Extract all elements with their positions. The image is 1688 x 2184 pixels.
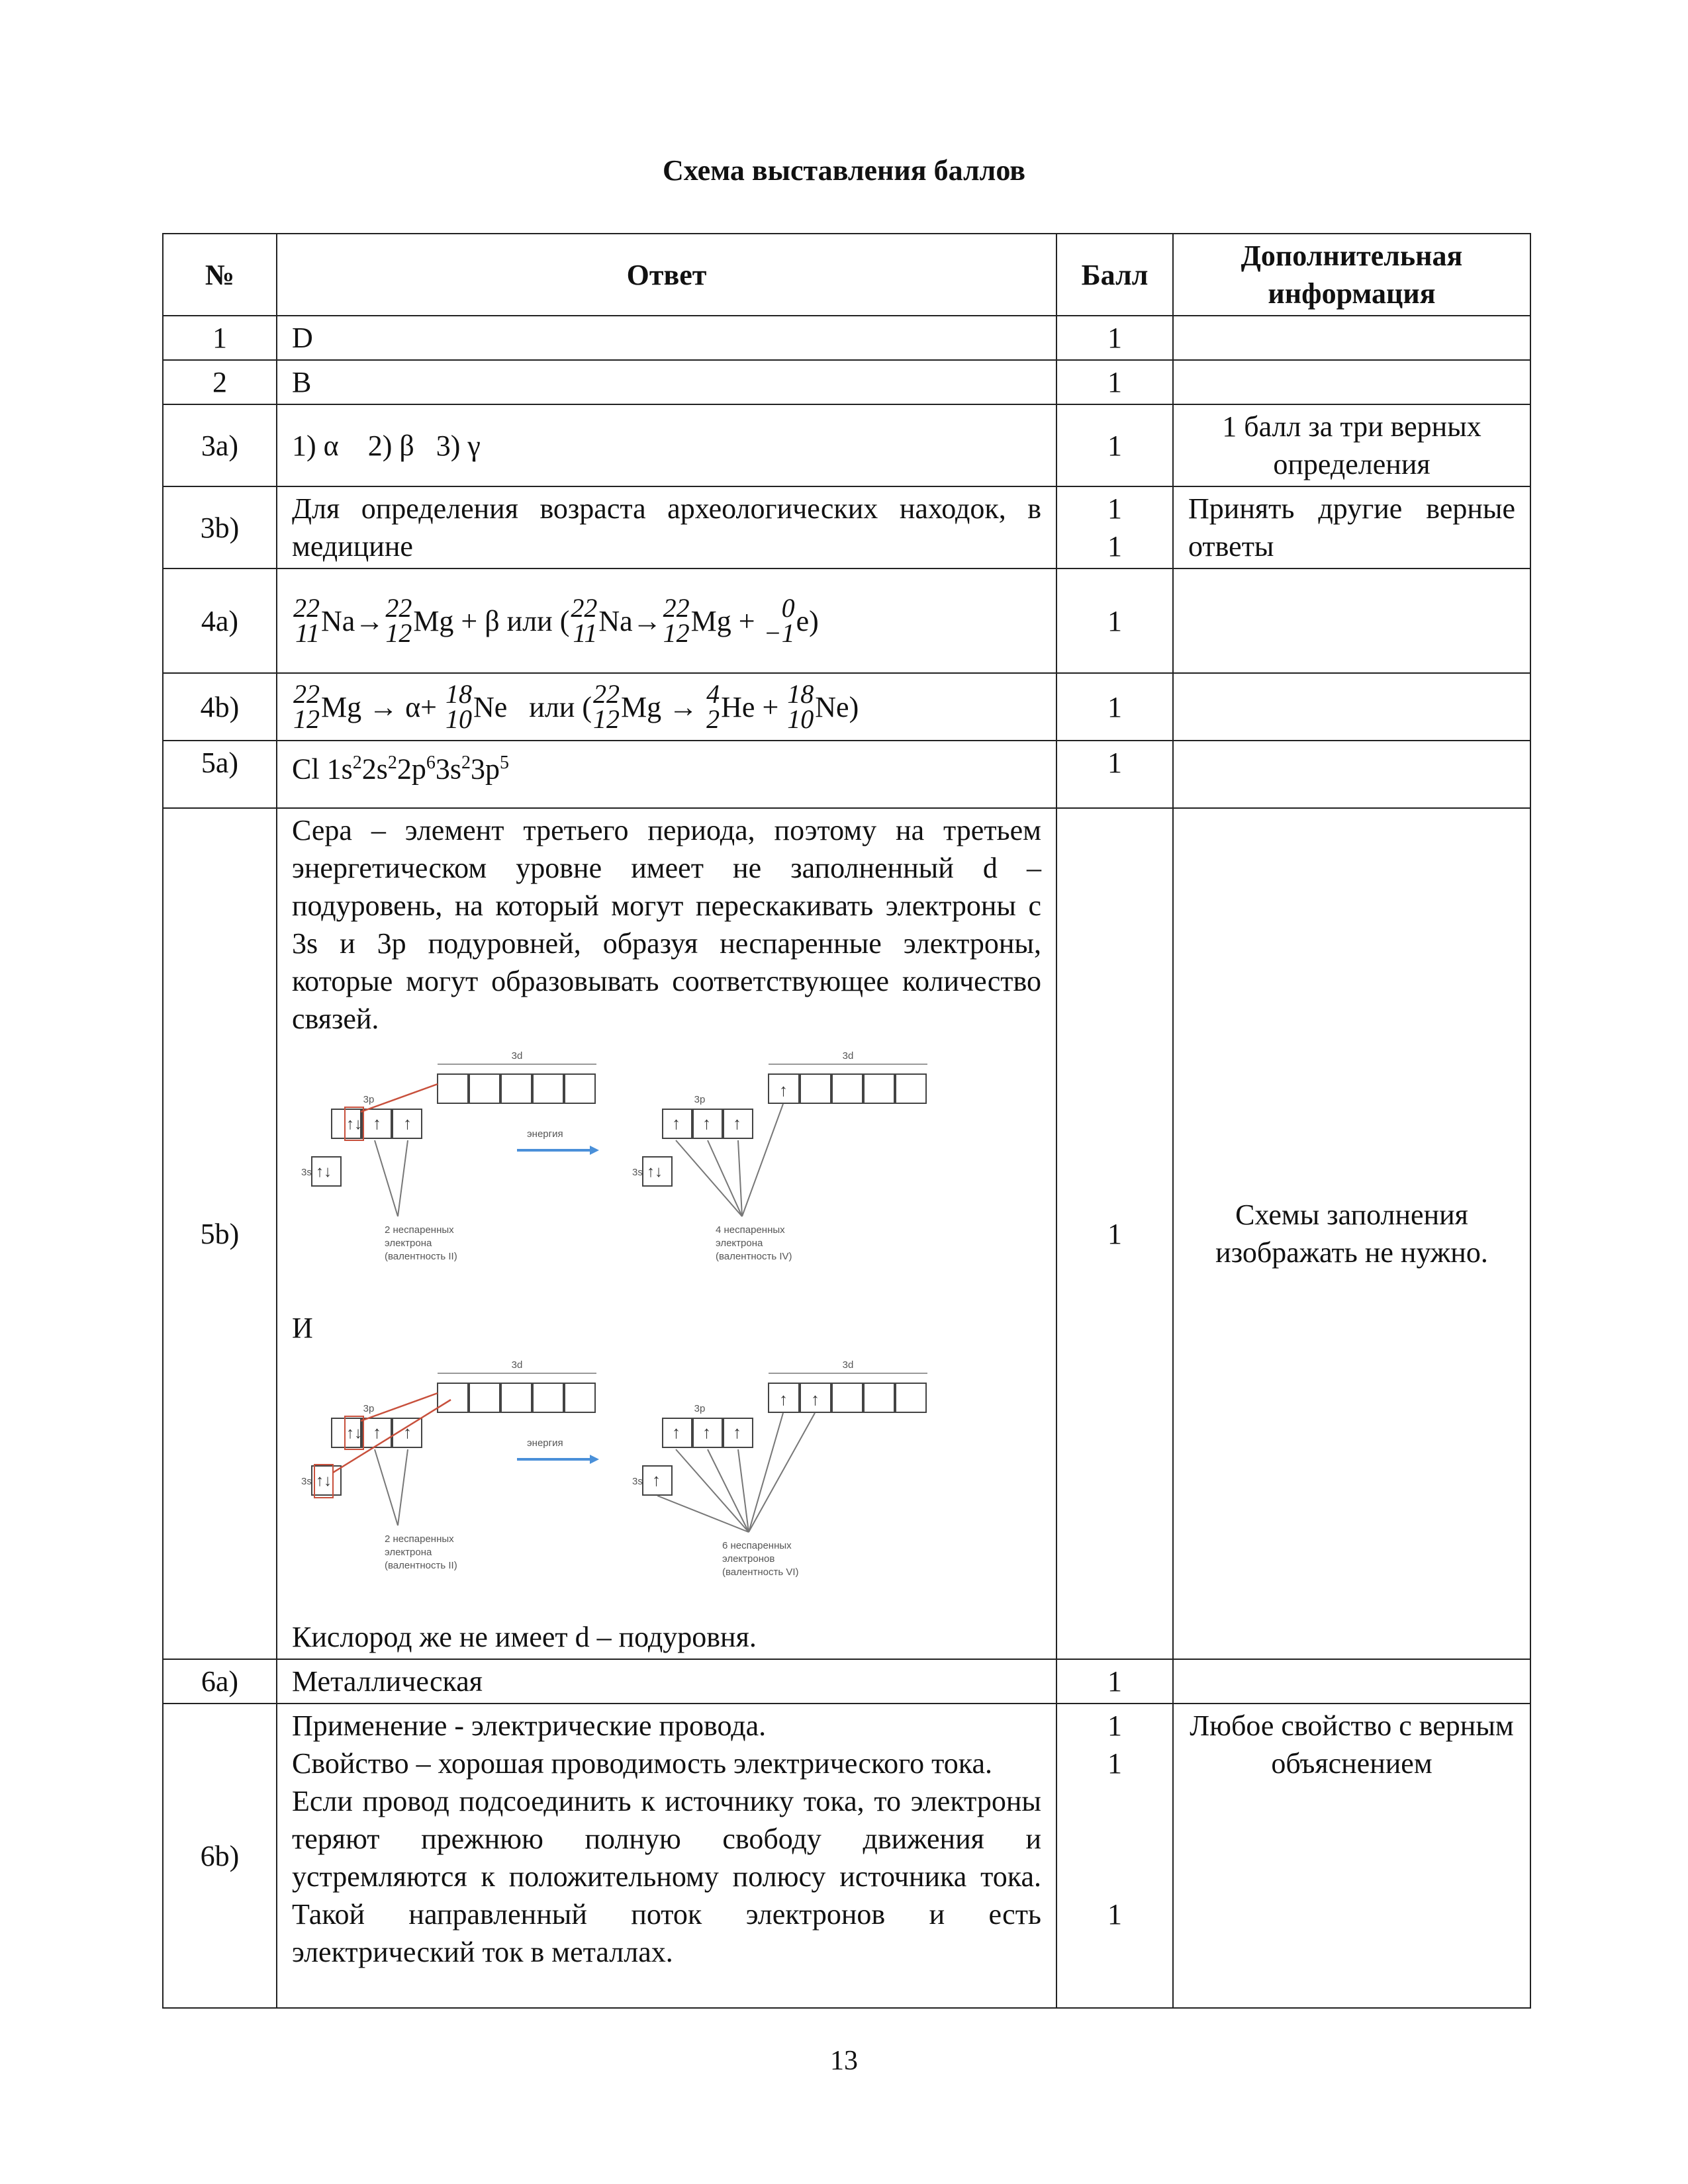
element: Ne или ( (473, 690, 592, 723)
table-row (163, 569, 1530, 673)
row-info: Принять другие верные ответы (1173, 486, 1530, 569)
row-points: 1 (1056, 1659, 1173, 1704)
answer-line: Свойство – хорошая проводимость электрического тока. (292, 1747, 992, 1780)
table-row (163, 316, 1530, 360)
points-value: 1 (1107, 492, 1122, 525)
element: Mg + (690, 604, 763, 637)
svg-text:(валентность VI): (валентность VI) (722, 1567, 799, 1578)
element: He + (721, 690, 786, 723)
points-value: 1 (1107, 1747, 1122, 1780)
svg-text:3s: 3s (632, 1476, 643, 1487)
svg-text:↑↓: ↑↓ (647, 1163, 663, 1181)
row-answer (277, 808, 1056, 1659)
isotope: 22 11 (293, 593, 320, 648)
element: e) (796, 604, 819, 637)
header-info: Дополнительная информация (1173, 234, 1530, 316)
row-info (1173, 673, 1530, 741)
svg-text:3s: 3s (632, 1167, 643, 1178)
row-num: 3a) (163, 404, 277, 486)
table-row (163, 486, 1530, 569)
row-answer (277, 1704, 1056, 2008)
svg-text:4 неспаренных: 4 неспаренных (716, 1224, 785, 1236)
svg-text:↑: ↑ (733, 1422, 741, 1442)
scoring-table (162, 233, 1531, 2009)
row-answer: 1) α 2) β 3) γ (277, 404, 1056, 486)
svg-text:↑: ↑ (811, 1389, 820, 1409)
svg-text:↑↓: ↑↓ (346, 1424, 362, 1442)
svg-text:↑: ↑ (672, 1422, 680, 1442)
svg-text:↑: ↑ (652, 1470, 661, 1490)
svg-text:(валентность II): (валентность II) (385, 1560, 457, 1571)
row-info (1173, 316, 1530, 360)
table-row (163, 673, 1530, 741)
svg-text:(валентность IV): (валентность IV) (716, 1251, 792, 1262)
svg-text:↑: ↑ (672, 1113, 680, 1133)
row-info (1173, 741, 1530, 808)
row-points: 1 (1056, 673, 1173, 741)
isotope: 22 11 (571, 593, 598, 648)
row-points: 1 (1056, 569, 1173, 673)
answer-tail: Кислород же не имеет d – подуровня. (292, 1621, 757, 1653)
isotope: 22 12 (593, 679, 620, 734)
row-info (1173, 569, 1530, 673)
isotope: 0 −1 (763, 593, 795, 648)
nuclear-equation (292, 679, 1041, 734)
table-row (163, 404, 1530, 486)
table-row (163, 741, 1530, 808)
svg-text:↑: ↑ (373, 1422, 381, 1442)
isotope: 18 10 (445, 679, 472, 734)
element: Mg → (621, 690, 706, 723)
electron-config: Cl $1s^22s^22p^63s^23p^5$ (277, 741, 1056, 808)
answer-line: Применение - электрические провода. (292, 1709, 767, 1742)
header-num: № (163, 234, 277, 316)
row-num: 6b) (163, 1704, 277, 2008)
svg-text:3p: 3p (694, 1094, 706, 1105)
element: Ne) (815, 690, 859, 723)
svg-text:3p: 3p (363, 1403, 375, 1414)
row-info: Схемы заполнения изображать не нужно. (1173, 808, 1530, 1659)
svg-text:↑: ↑ (779, 1389, 788, 1409)
table-row (163, 360, 1530, 404)
svg-text:↑: ↑ (733, 1113, 741, 1133)
points-value: 1 (1107, 1898, 1122, 1931)
svg-text:↑: ↑ (779, 1080, 788, 1100)
header-answer: Ответ (277, 234, 1056, 316)
table-row (163, 808, 1530, 1659)
isotope: 22 12 (663, 593, 690, 648)
svg-text:↑: ↑ (702, 1113, 711, 1133)
svg-text:↑: ↑ (702, 1422, 711, 1442)
answer-line: Если провод подсоединить к источнику тока, то электроны теряют прежнюю полную свободу движения и устремляются к положительному полюсу источника тока. Такой направленный поток электронов и есть электрический ток в металлах. (292, 1785, 1041, 1968)
svg-text:2 неспаренных: 2 неспаренных (385, 1533, 454, 1545)
points-value: 1 (1107, 530, 1122, 563)
element: Mg + β или ( (413, 604, 570, 637)
row-points: 1 (1056, 808, 1173, 1659)
header-points: Балл (1056, 234, 1173, 316)
and-label: И (292, 1312, 313, 1344)
svg-text:(валентность II): (валентность II) (385, 1251, 457, 1262)
header-row (163, 234, 1530, 316)
row-points: 1 (1056, 404, 1173, 486)
element: Mg → α+ (321, 690, 444, 723)
row-num: 6a) (163, 1659, 277, 1704)
svg-text:6 неспаренных: 6 неспаренных (722, 1540, 792, 1551)
table-row (163, 1704, 1530, 2008)
row-answer: Металлическая (277, 1659, 1056, 1704)
isotope: 22 12 (385, 593, 412, 648)
row-num: 2 (163, 360, 277, 404)
svg-text:3p: 3p (694, 1403, 706, 1414)
svg-text:3s: 3s (301, 1167, 312, 1178)
page-title: Схема выставления баллов (662, 154, 1025, 187)
orbital-diagram-1 (292, 1044, 954, 1302)
isotope: 22 12 (293, 679, 320, 734)
svg-text:энергия: энергия (527, 1437, 563, 1449)
svg-text:↑↓: ↑↓ (346, 1115, 362, 1133)
isotope: 4 2 (706, 679, 720, 734)
svg-text:3d: 3d (511, 1359, 523, 1371)
row-answer: D (277, 316, 1056, 360)
svg-text:3d: 3d (511, 1050, 523, 1062)
row-info (1173, 360, 1530, 404)
isotope: 18 10 (787, 679, 814, 734)
row-num: 5a) (163, 741, 277, 808)
row-points (1056, 486, 1173, 569)
row-points (1056, 1704, 1173, 2008)
row-answer: B (277, 360, 1056, 404)
row-num: 1 (163, 316, 277, 360)
svg-text:3s: 3s (301, 1476, 312, 1487)
svg-text:электрона: электрона (716, 1238, 763, 1249)
svg-text:↑: ↑ (373, 1113, 381, 1133)
element: Na→ (598, 604, 662, 637)
row-num: 5b) (163, 808, 277, 1659)
svg-text:↑↓: ↑↓ (316, 1472, 332, 1490)
row-answer: Для определения возраста археологических находок, в медицине (277, 486, 1056, 569)
row-points: 1 (1056, 316, 1173, 360)
svg-text:энергия: энергия (527, 1128, 563, 1140)
page-number: 13 (830, 2046, 858, 2076)
row-info: Любое свойство с верным объяснением (1173, 1704, 1530, 2008)
table-row (163, 1659, 1530, 1704)
row-points: 1 (1056, 741, 1173, 808)
row-info (1173, 1659, 1530, 1704)
svg-text:↑: ↑ (403, 1422, 412, 1442)
svg-text:↑↓: ↑↓ (316, 1163, 332, 1181)
row-info: 1 балл за три верных определения (1173, 404, 1530, 486)
answer-text: Сера – элемент третьего периода, поэтому на третьем энергетическом уровне имеет не заполненный d – подуровень, на который могут перескакивать электроны с 3s и 3p подуровней, образуя неспаренные электроны, которые могут образовывать соответствующее количество связей. (292, 814, 1041, 1035)
svg-text:3d: 3d (842, 1050, 854, 1062)
orbital-diagram-2 (292, 1353, 954, 1612)
row-points: 1 (1056, 360, 1173, 404)
svg-text:электронов: электронов (722, 1553, 775, 1565)
svg-text:электрона: электрона (385, 1547, 432, 1558)
svg-text:↑: ↑ (403, 1113, 412, 1133)
svg-text:электрона: электрона (385, 1238, 432, 1249)
points-value: 1 (1107, 1709, 1122, 1742)
row-num: 4b) (163, 673, 277, 741)
row-answer (277, 673, 1056, 741)
row-answer (277, 569, 1056, 673)
svg-text:3p: 3p (363, 1094, 375, 1105)
element: Na→ (321, 604, 385, 637)
nuclear-equation (292, 593, 1041, 648)
svg-text:2 неспаренных: 2 неспаренных (385, 1224, 454, 1236)
row-num: 4a) (163, 569, 277, 673)
svg-text:3d: 3d (842, 1359, 854, 1371)
row-num: 3b) (163, 486, 277, 569)
